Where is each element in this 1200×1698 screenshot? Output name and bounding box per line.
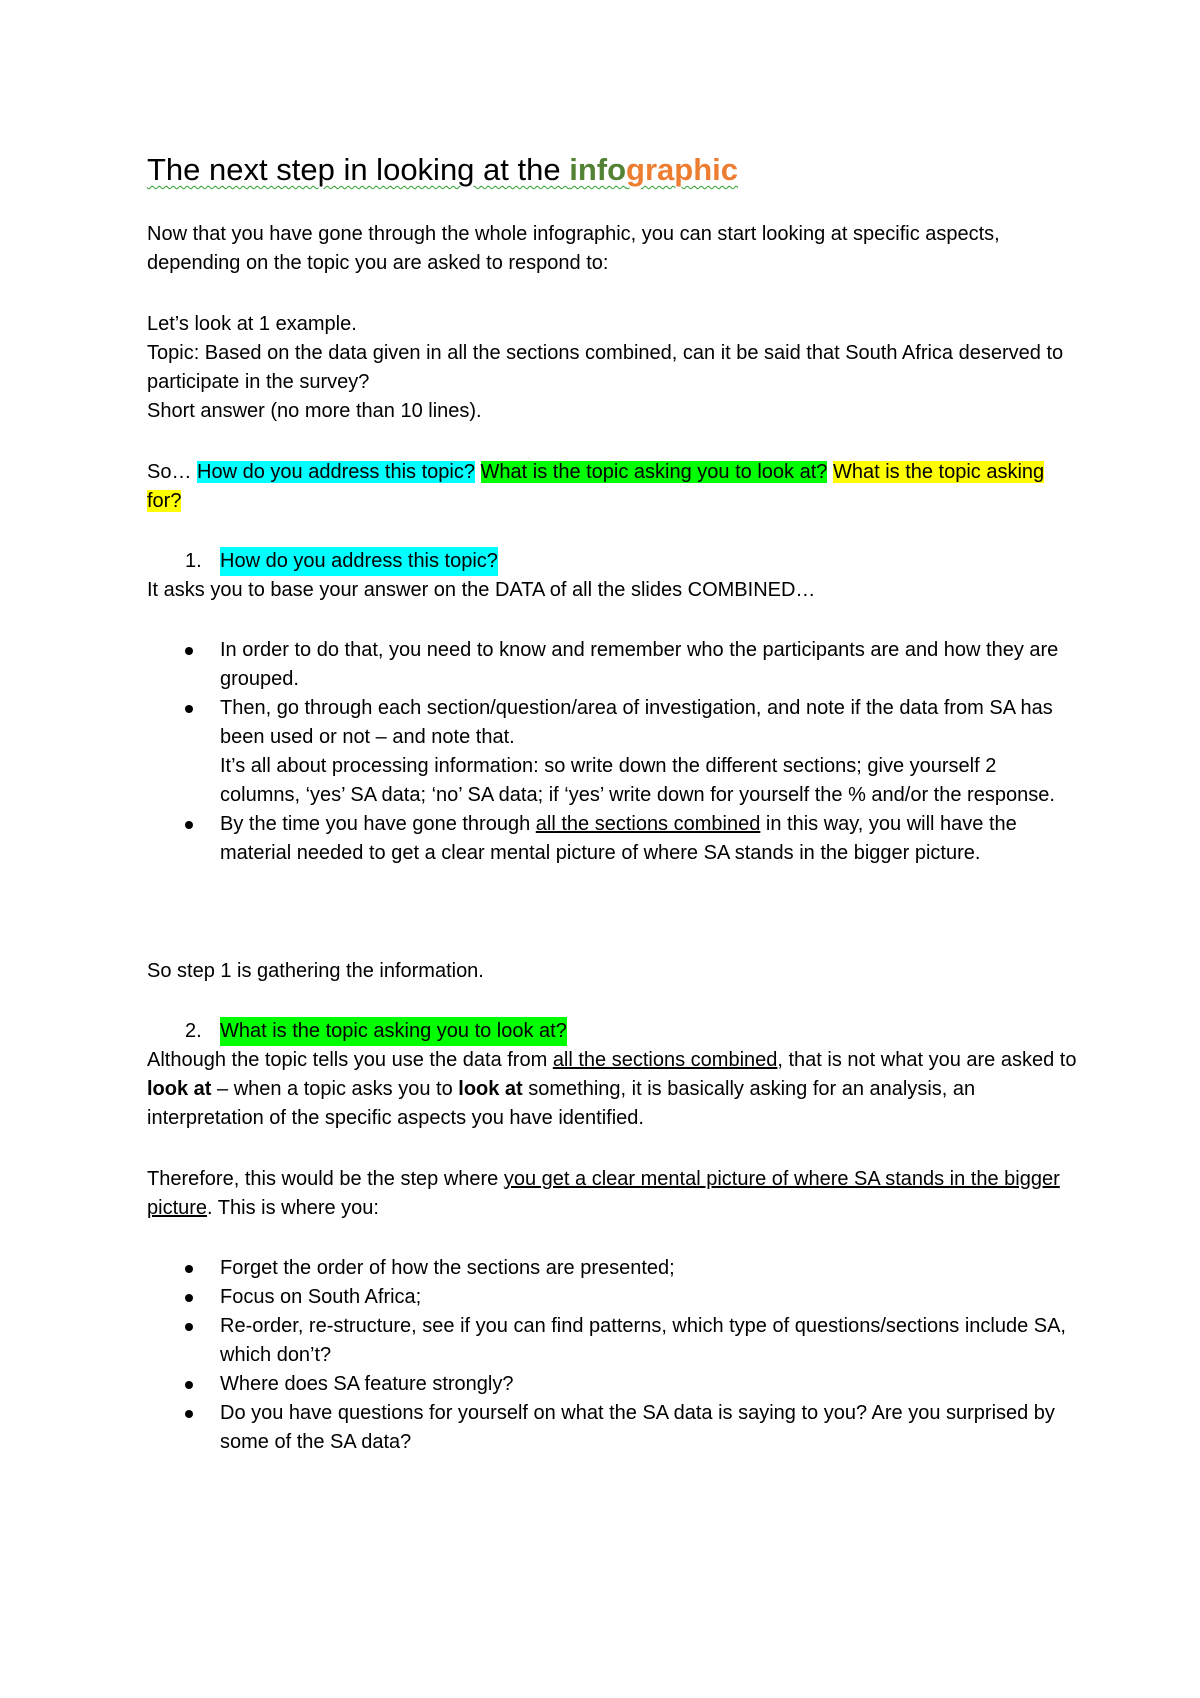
bullet-icon: [185, 1410, 193, 1418]
title-info: info: [569, 152, 627, 187]
bullet-icon: [185, 1323, 193, 1331]
list-item: By the time you have gone through all the sections combined in this way, you will have the material needed to get a clear mental picture of where SA stands in the bigger picture.: [147, 810, 1077, 868]
bullet-icon: [185, 647, 193, 655]
step1-bullet-list: [147, 636, 1077, 868]
list-item: Where does SA feature strongly?: [147, 1370, 1077, 1399]
example-topic: Topic: Based on the data given in all the sections combined, can it be said that South Africa deserved to participate in the survey?: [147, 342, 1064, 393]
list-item: Then, go through each section/question/area of investigation, and note if the data from SA has been used or not – and note that. It’s all about processing information: so write down the different sections; give yourself 2 columns, ‘yes’ SA data; ‘no’ SA data; if ‘yes’ write down for yourself the % and/or the response.: [147, 694, 1077, 810]
step2-number: 2.: [185, 1020, 202, 1042]
question-asking-for-highlight: What is the topic asking for?: [147, 461, 1045, 512]
step2-bullet-list: [147, 1254, 1077, 1457]
step1-summary: So step 1 is gathering the information.: [147, 960, 484, 982]
step2-heading-text: What is the topic asking you to look at?: [220, 1017, 567, 1046]
page-title: [147, 150, 738, 190]
step2-paragraph-1: Although the topic tells you use the data from all the sections combined, that is not what you are asked to look at – when a topic asks you to look at something, it is basically asking for an analysis, an interpretation of the specific aspects you have identified.: [147, 1049, 1077, 1129]
so-prefix: So…: [147, 461, 198, 483]
step1-heading-text: How do you address this topic?: [220, 547, 498, 576]
step2-heading: [147, 1017, 1077, 1046]
title-prefix: The next step in looking at the: [147, 152, 570, 187]
bullet-icon: [185, 1381, 193, 1389]
list-item: Re-order, re-structure, see if you can find patterns, which type of questions/sections include SA, which don’t?: [147, 1312, 1077, 1370]
example-paragraph: [147, 310, 1077, 426]
bullet-icon: [185, 821, 193, 829]
list-item: Do you have questions for yourself on what the SA data is saying to you? Are you surprised by some of the SA data?: [147, 1399, 1077, 1457]
list-item: In order to do that, you need to know and remember who the participants are and how they are grouped.: [147, 636, 1077, 694]
so-questions-line: [147, 458, 1077, 516]
question-look-at-highlight: What is the topic asking you to look at?: [480, 461, 828, 483]
step1-heading: [147, 547, 1077, 576]
list-item: Forget the order of how the sections are presented;: [147, 1254, 1077, 1283]
example-short-answer: Short answer (no more than 10 lines).: [147, 400, 482, 422]
list-item: Focus on South Africa;: [147, 1283, 1077, 1312]
bullet-icon: [185, 1265, 193, 1273]
step1-number: 1.: [185, 550, 202, 572]
bullet-icon: [185, 705, 193, 713]
example-line-1: Let’s look at 1 example.: [147, 313, 357, 335]
intro-paragraph: Now that you have gone through the whole infographic, you can start looking at specific aspects, depending on the topic you are asked to respond to:: [147, 223, 1000, 274]
question-address-highlight: How do you address this topic?: [197, 461, 475, 483]
step1-text: It asks you to base your answer on the DATA of all the slides COMBINED…: [147, 579, 816, 601]
bullet-icon: [185, 1294, 193, 1302]
title-graphic: graphic: [626, 152, 738, 187]
step2-paragraph-2: Therefore, this would be the step where you get a clear mental picture of where SA stands in the bigger picture. This is where you:: [147, 1168, 1060, 1219]
